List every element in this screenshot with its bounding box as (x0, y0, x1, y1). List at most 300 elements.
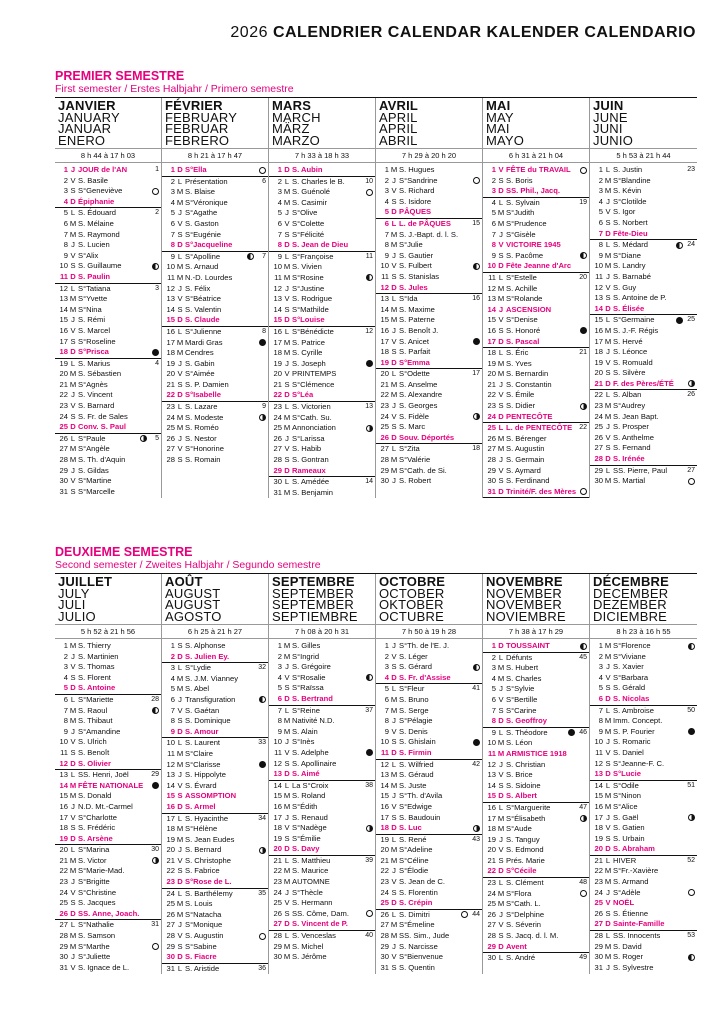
saint-name: S°Marthe (78, 941, 110, 951)
weekday-letter: J (392, 716, 396, 726)
day-row (269, 759, 375, 770)
weekday-letter: S (70, 336, 76, 346)
weekday-letter: D (391, 207, 397, 217)
week-number: 12 (365, 327, 373, 335)
day-row (376, 433, 482, 445)
day-row (376, 230, 482, 241)
weekday-letter: S (498, 855, 504, 865)
day-row (55, 326, 161, 337)
weekday-letter: J (392, 325, 396, 335)
day-row (483, 770, 589, 781)
week-number: 26 (687, 391, 695, 399)
weekday-letter: V (391, 336, 397, 346)
day-number: 11 (60, 747, 68, 757)
new-moon-icon (676, 317, 683, 324)
saint-name: S. Mélaine (78, 218, 114, 228)
week-number: 5 (155, 434, 159, 442)
full-moon-icon (580, 890, 587, 897)
month-name: JULIO (58, 608, 96, 624)
day-row (162, 284, 268, 295)
weekday-letter: M (176, 197, 184, 207)
weekday-letter: V (498, 770, 504, 780)
weekday-letter: V (391, 801, 397, 811)
weekday-letter: M (283, 952, 291, 962)
weekday-letter: J (71, 240, 75, 250)
saint-name: S°Roseline (78, 336, 116, 346)
saint-name: S. Samson (78, 931, 116, 941)
weekday-letter: L (70, 433, 76, 443)
weekday-letter: J (71, 726, 75, 736)
day-number: 17 (487, 813, 496, 823)
day-number: 23 (594, 877, 603, 887)
day-row (55, 272, 161, 284)
day-number: 10 (166, 738, 175, 748)
day-number: 23 (59, 401, 68, 411)
weekday-letter: M (69, 791, 77, 801)
saint-name: S. Alphonse (185, 641, 226, 650)
week-number: 47 (579, 803, 587, 811)
day-number: 20 (166, 369, 175, 379)
saint-name: S. Geoffroy (506, 716, 547, 726)
weekday-letter: L (498, 802, 504, 812)
saint-name: S°Marcelle (78, 486, 115, 496)
day-row (483, 878, 589, 889)
weekday-letter: J (71, 877, 75, 887)
day-number: 23 (273, 402, 282, 412)
day-number: 21 (380, 855, 389, 865)
week-number: 18 (472, 445, 480, 453)
day-number: 21 (59, 855, 68, 865)
day-number: 23 (594, 401, 603, 411)
day-row (483, 401, 589, 412)
day-number: 9 (491, 250, 496, 260)
saint-name: N.-D. Lourdes (185, 272, 233, 282)
weekday-letter: V (391, 877, 397, 887)
day-row (590, 963, 697, 974)
weekday-letter: M (283, 197, 291, 207)
weekday-letter: D (498, 716, 504, 726)
day-row (483, 251, 589, 262)
day-row (376, 652, 482, 663)
day-row (590, 662, 697, 673)
weekday-letter: M (69, 941, 77, 951)
day-number: 15 (273, 315, 282, 325)
day-row (590, 165, 697, 176)
weekday-letter: M (176, 262, 184, 272)
day-number: 26 (166, 909, 175, 919)
saint-name: S. Bérenger (506, 433, 547, 443)
day-number: 3 (277, 187, 282, 197)
saint-name: S°Claire (185, 748, 213, 758)
month-name: JUNI (593, 121, 623, 136)
day-row (269, 727, 375, 738)
day-row (269, 898, 375, 909)
weekday-letter: D (284, 315, 290, 325)
month-name: JANUAR (58, 121, 112, 136)
saint-name: S°Alice (613, 801, 638, 811)
day-row (269, 305, 375, 316)
weekday-letter: L (605, 931, 611, 941)
saint-name: S°Olive (292, 208, 318, 218)
day-number: 20 (59, 845, 68, 855)
day-row (269, 856, 375, 867)
month-name: NOVEMBER (486, 585, 563, 601)
day-number: 5 (598, 683, 603, 693)
week-number: 8 (262, 327, 266, 335)
day-row (376, 716, 482, 727)
day-row (269, 466, 375, 478)
saint-name: S. Fernand (613, 443, 651, 453)
month-name: JUILLET (58, 574, 113, 589)
first-quarter-moon-icon (259, 414, 266, 421)
day-number: 22 (487, 390, 496, 400)
day-row (376, 412, 482, 423)
full-moon-icon (688, 889, 695, 896)
saint-name: S°Bénédicte (292, 326, 334, 336)
day-number: 18 (380, 347, 389, 357)
day-row (55, 261, 161, 272)
day-row (590, 368, 697, 379)
day-row (483, 230, 589, 241)
day-row (162, 413, 268, 424)
day-row (269, 791, 375, 802)
day-row (55, 652, 161, 663)
day-number: 23 (487, 878, 496, 888)
saint-name: TOUSSAINT (506, 641, 550, 650)
weekday-letter: L (498, 652, 504, 662)
day-row (590, 379, 697, 391)
day-row (162, 802, 268, 814)
saint-name: S°Aude (506, 824, 532, 834)
weekday-letter: D (70, 271, 76, 281)
day-number: 22 (487, 866, 496, 876)
day-number: 10 (166, 262, 175, 272)
saint-name: S. Aymard (506, 465, 541, 475)
day-row (269, 866, 375, 877)
saint-name: S. Martinien (78, 651, 119, 661)
weekday-letter: S (498, 250, 504, 260)
weekday-letter: M (283, 187, 291, 197)
saint-name: S. Fr. d'Assise (399, 672, 451, 682)
saint-name: S°Élodie (399, 866, 429, 876)
weekday-letter: V (177, 294, 183, 304)
saint-name: S. Sylvestre (613, 962, 654, 972)
week-number: 30 (151, 846, 159, 854)
weekday-letter: M (497, 444, 505, 454)
first-quarter-moon-icon (473, 825, 480, 832)
day-row (483, 380, 589, 391)
day-row (376, 877, 482, 888)
weekday-letter: V (70, 962, 76, 972)
saint-name: S°Lydie (185, 663, 211, 673)
day-row (162, 390, 268, 402)
weekday-letter: V (177, 855, 183, 865)
day-row (590, 272, 697, 283)
day-number: 19 (59, 358, 68, 368)
weekday-letter: J (71, 651, 75, 661)
saint-name: S. Séverin (506, 920, 542, 930)
weekday-letter: M (69, 379, 77, 389)
saint-name: S°Véronique (185, 197, 228, 207)
weekday-letter: L (70, 283, 76, 293)
day-number: 3 (384, 662, 389, 672)
last-quarter-moon-icon (152, 707, 159, 714)
weekday-letter: M (604, 401, 612, 411)
saint-name: S°Isabelle (185, 390, 221, 400)
saint-name: S. Léon (506, 738, 533, 748)
day-number: 28 (166, 931, 175, 941)
weekday-letter: S (177, 791, 183, 801)
weekday-letter: D (284, 465, 290, 475)
weekday-letter: S (498, 175, 504, 185)
saint-name: S. Anthelme (613, 432, 654, 442)
day-number: 28 (594, 931, 603, 941)
day-row (483, 476, 589, 487)
month-names (55, 574, 161, 624)
month-name: FEBRUAR (165, 121, 229, 136)
weekday-letter: J (285, 812, 289, 822)
day-row (162, 652, 268, 664)
saint-name: S. Anselme (399, 379, 438, 389)
saint-name: S°Rose de L. (185, 877, 232, 887)
day-row (162, 866, 268, 877)
week-number: 49 (579, 954, 587, 962)
saint-name: S°Cath. L. (506, 899, 541, 909)
saint-name: S. Honoré (506, 325, 541, 335)
month-name: MAI (486, 121, 510, 136)
day-number: 15 (166, 315, 175, 325)
weekday-letter: V (70, 737, 76, 747)
week-number: 1 (155, 166, 159, 173)
day-number: 27 (487, 920, 496, 930)
saint-name: S°Louise (292, 315, 325, 325)
saint-name: S. Ignace de L. (78, 962, 130, 972)
last-quarter-moon-icon (688, 643, 695, 650)
first-quarter-moon-icon (152, 857, 159, 864)
day-number: 1 (598, 165, 603, 174)
day-number: 26 (380, 432, 389, 442)
day-number: 19 (594, 357, 603, 367)
weekday-letter: M (176, 337, 184, 347)
day-number: 14 (487, 780, 496, 790)
saint-name: S. Ferdinand (506, 476, 550, 486)
day-row (55, 706, 161, 717)
saint-name: S°Christine (78, 887, 117, 897)
day-number: 22 (380, 390, 389, 400)
saint-name: SS. Phil., Jacq. (506, 186, 561, 196)
day-row (376, 835, 482, 846)
day-row (269, 781, 375, 792)
saint-name: S°Justine (292, 283, 325, 293)
new-moon-icon (473, 338, 480, 345)
day-row (590, 347, 697, 358)
day-row (55, 305, 161, 316)
weekday-letter: D (70, 833, 76, 843)
saint-name: S. Armand (613, 877, 649, 887)
weekday-letter: M (283, 262, 291, 272)
weekday-letter: J (285, 887, 289, 897)
day-number: 3 (277, 662, 282, 672)
last-quarter-moon-icon (580, 252, 587, 259)
day-row (269, 834, 375, 845)
saint-name: S°Hélène (185, 824, 218, 834)
saint-name: Rameaux (292, 465, 326, 475)
weekday-letter: D (391, 898, 397, 908)
saint-name: SS. Côme, Dam. (292, 908, 349, 918)
full-moon-icon (461, 911, 468, 918)
title-text: CALENDRIER CALENDAR KALENDER CALENDARIO (272, 24, 696, 41)
saint-name: SS. Anne, Joach. (78, 908, 140, 918)
saint-name: S. Vincent (78, 390, 113, 400)
weekday-letter: J (285, 283, 289, 293)
saint-name: S. Bertrand (292, 693, 333, 703)
weekday-letter: V (284, 898, 290, 908)
day-row (162, 219, 268, 230)
saint-name: Souv. Déportés (399, 432, 455, 442)
saint-name: Fête-Dieu (613, 228, 648, 238)
saint-name: S. Apollinaire (292, 758, 337, 768)
month-name: MÄRZ (272, 121, 310, 136)
saint-name: Annonciation (292, 423, 336, 433)
week-number: 2 (155, 209, 159, 217)
saint-name: S°Amandine (78, 726, 121, 736)
day-number: 15 (487, 791, 496, 801)
day-row (376, 261, 482, 272)
saint-name: S°Th. de l'E. J. (399, 641, 450, 650)
day-number: 23 (59, 877, 68, 887)
day-row (55, 487, 161, 498)
day-row (590, 909, 697, 920)
day-number: 2 (384, 175, 389, 185)
weekday-letter: M (176, 909, 184, 919)
day-row (162, 674, 268, 685)
weekday-letter: L (284, 477, 290, 487)
day-number: 17 (380, 336, 389, 346)
saint-name: Mardi Gras (185, 337, 223, 347)
day-row (269, 444, 375, 455)
day-row (55, 952, 161, 963)
saint-name: S°Emma (399, 357, 430, 367)
day-row (269, 952, 375, 963)
saint-name: S°Clotilde (613, 196, 647, 206)
day-row (483, 219, 589, 230)
day-list (483, 163, 589, 498)
day-row (55, 781, 161, 792)
day-row (269, 748, 375, 759)
weekday-letter: S (605, 217, 611, 227)
day-row (162, 899, 268, 910)
saint-name: S. Hippolyte (185, 770, 226, 780)
day-row (55, 208, 161, 219)
weekday-letter: J (285, 662, 289, 672)
saint-name: S. Stanislas (399, 271, 440, 281)
weekday-letter: M (176, 412, 184, 422)
day-number: 14 (166, 304, 175, 314)
day-number: 22 (166, 866, 175, 876)
day-number: 19 (166, 358, 175, 368)
saint-name: S°Ingrid (292, 651, 320, 661)
first-quarter-moon-icon (580, 403, 587, 410)
day-number: 2 (491, 175, 496, 185)
saint-name: S°Juliette (78, 952, 111, 962)
weekday-letter: S (70, 898, 76, 908)
weekday-letter: L (284, 705, 290, 715)
saint-name: ASCENSION (506, 304, 552, 314)
saint-name: Transfiguration (185, 694, 236, 704)
weekday-letter: L (605, 465, 611, 475)
saint-name: S°Bienvenue (399, 952, 443, 962)
month-name: MAY (486, 109, 514, 125)
month-column (483, 98, 590, 498)
weekday-letter: M (283, 801, 291, 811)
weekday-letter: J (71, 315, 75, 325)
day-number: 5 (63, 208, 68, 218)
day-row (376, 845, 482, 856)
day-number: 29 (380, 941, 389, 951)
day-number: 21 (594, 378, 603, 388)
saint-name: S. Habib (292, 444, 322, 454)
weekday-letter: S (177, 941, 183, 951)
day-row (590, 251, 697, 262)
weekday-letter: M (69, 641, 77, 650)
day-row (55, 695, 161, 706)
day-number: 26 (487, 433, 496, 443)
page-title (230, 24, 696, 42)
day-number: 20 (380, 845, 389, 855)
saint-name: S°Raïssa (292, 683, 324, 693)
saint-name: S°Aimée (185, 369, 215, 379)
weekday-letter: J (285, 358, 289, 368)
day-row (376, 186, 482, 197)
day-row (376, 207, 482, 219)
last-quarter-moon-icon (473, 263, 480, 270)
saint-name: S. Bernardin (506, 369, 549, 379)
day-number: 18 (166, 824, 175, 834)
weekday-letter: D (284, 693, 290, 703)
month-name: DÉCEMBRE (593, 574, 669, 589)
day-row (162, 348, 268, 359)
weekday-letter: S (391, 812, 397, 822)
weekday-letter: D (498, 641, 504, 650)
day-row (162, 315, 268, 327)
saint-name: S. Valentin (185, 304, 222, 314)
day-row (269, 402, 375, 413)
day-number: 2 (598, 651, 603, 661)
day-row (55, 909, 161, 921)
weekday-letter: V (498, 315, 504, 325)
saint-name: S. Joseph (292, 358, 326, 368)
day-row (269, 455, 375, 466)
saint-name: S°Adèle (613, 887, 641, 897)
day-number: 4 (63, 672, 68, 682)
new-moon-icon (259, 761, 266, 768)
day-number: 12 (594, 758, 603, 768)
day-row (376, 931, 482, 942)
saint-name: S°Clémence (292, 379, 335, 389)
weekday-letter: M (604, 716, 612, 726)
weekday-letter: V (284, 369, 290, 379)
weekday-letter: M (176, 423, 184, 433)
first-quarter-moon-icon (688, 380, 695, 387)
saint-name: S°Cath. de Si. (399, 465, 447, 475)
day-row (483, 824, 589, 835)
day-row (162, 327, 268, 338)
day-row (269, 844, 375, 856)
day-row (376, 695, 482, 706)
saint-name: S. Narcisse (399, 941, 438, 951)
day-number: 14 (594, 303, 603, 313)
weekday-letter: M (176, 759, 184, 769)
